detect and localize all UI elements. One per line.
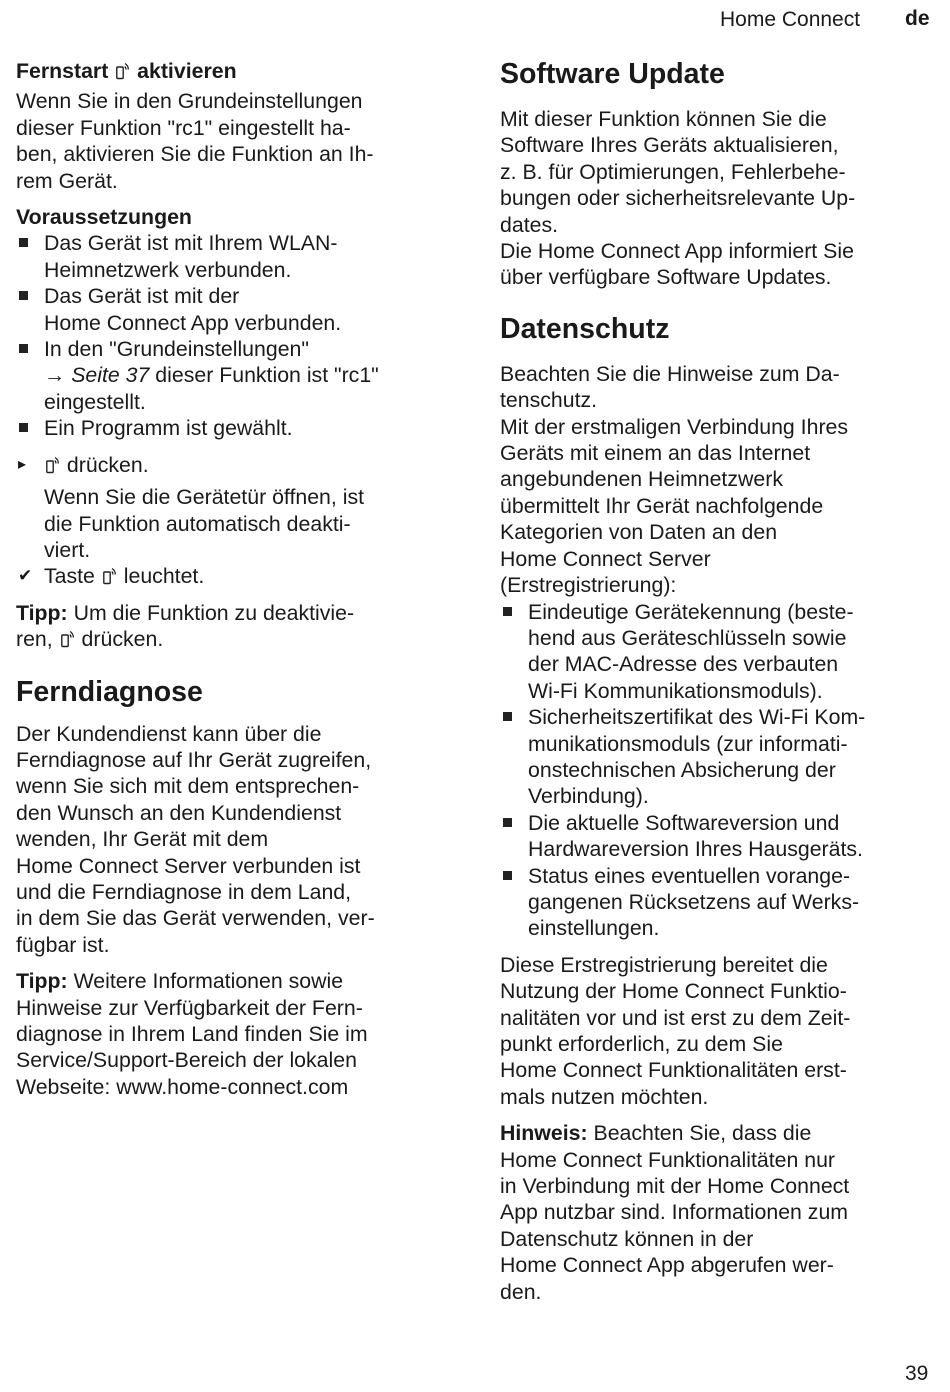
list-item: In den "Grundeinstellungen" → Seite 37 dieser Funktion ist "rc1" eingestellt. — [16, 336, 456, 415]
list-item: Die aktuelle Softwareversion und Hardwareversion Ihres Hausgeräts. — [500, 810, 940, 863]
prerequisites-list — [16, 230, 456, 441]
software-update-text: Mit dieser Funktion können Sie die Software Ihres Geräts aktualisieren, z. B. für Optimierungen, Fehlerbehe- bungen oder sicherheitsrelevante Up- dates. Die Home Connect App informiert Sie über verfügbare Software Updates. — [500, 107, 856, 290]
datenschutz-heading: Datenschutz — [500, 312, 670, 345]
hinweis-text: Hinweis: Beachten Sie, dass die Home Connect Funktionalitäten nur in Verbindung mit der Home Connect App nutzbar sind. Informationen zum Datenschutz können in der Home Connect App abgerufen wer- den. — [500, 1121, 850, 1304]
ferndiagnose-heading: Ferndiagnose — [16, 675, 203, 708]
left-column — [16, 54, 456, 1100]
page-reference-link[interactable]: Seite 37 — [71, 363, 150, 388]
remote-start-icon — [61, 630, 74, 648]
right-column — [500, 54, 940, 1305]
bullet-square-icon — [503, 871, 512, 880]
bullet-square-icon — [503, 712, 512, 721]
header-title: Home Connect — [720, 8, 861, 31]
erstregistrierung-text: Diese Erstregistrierung bereitet die Nutzung der Home Connect Funktio- nalitäten vor und ist erst zu dem Zeit- punkt erforderlich, zu dem Sie Home Connect Funktionalitäten erst- mals nutzen möchten. — [500, 952, 851, 1109]
list-item: Das Gerät ist mit der Home Connect App verbunden. — [16, 283, 456, 336]
list-item: Eindeutige Gerätekennung (beste- hend aus Geräteschlüsseln sowie der MAC-Adresse des verbauten Wi-Fi Kommunikationsmoduls). — [500, 599, 940, 705]
action-step: ▸ drücken. — [18, 452, 149, 477]
fernstart-heading: Fernstart aktivieren — [16, 59, 237, 83]
fernstart-intro: Wenn Sie in den Grundeinstellungen dieser Funktion "rc1" eingestellt ha- ben, aktivieren Sie die Funktion an Ih- rem Gerät. — [16, 89, 374, 193]
bullet-square-icon — [19, 423, 28, 432]
checkmark-icon: ✔ — [18, 566, 33, 586]
remote-start-icon — [46, 456, 59, 474]
result-line: ✔ Taste leuchtet. — [18, 564, 205, 589]
header-language: de — [905, 7, 930, 30]
list-item: Das Gerät ist mit Ihrem WLAN- Heimnetzwerk verbunden. — [16, 230, 456, 283]
bullet-square-icon — [19, 238, 28, 247]
step-note: Wenn Sie die Gerätetür öffnen, ist die Funktion automatisch deakti- viert. — [44, 485, 365, 562]
datenschutz-intro: Beachten Sie die Hinweise zum Da- tenschutz. Mit der erstmaligen Verbindung Ihres Geräts mit einem an das Internet angebundenen Heimnetzwerk übermittelt Ihr Gerät nachfolgende Kategorien von Daten an den Home Connect Server (Erstregistrierung): — [500, 361, 849, 598]
bullet-square-icon — [19, 291, 28, 300]
triangle-right-icon: ▸ — [18, 455, 27, 473]
tipp-ferndiagnose: Tipp: Weitere Informationen sowie Hinweise zur Verfügbarkeit der Fern- diagnose in Ihrem Land finden Sie im Service/Support-Bereich der lokalen Webseite: www.home-connect.com — [16, 969, 368, 1099]
bullet-square-icon — [503, 818, 512, 827]
bullet-square-icon — [503, 607, 512, 616]
list-item: Ein Programm ist gewählt. — [16, 415, 456, 441]
data-categories-list — [500, 599, 940, 942]
arrow-right-icon: → — [44, 363, 66, 388]
tipp-deaktivieren: Tipp: Um die Funktion zu deaktivie- ren, drücken. — [16, 600, 355, 652]
remote-start-icon — [116, 62, 129, 80]
list-item: Status eines eventuellen vorange- gangenen Rücksetzens auf Werks- einstellungen. — [500, 863, 940, 942]
page-number: 39 — [905, 1362, 929, 1385]
ferndiagnose-text: Der Kundendienst kann über die Ferndiagnose auf Ihr Gerät zugreifen, wenn Sie sich mit dem entsprechen- den Wunsch an den Kundendienst wenden, Ihr Gerät mit dem Home Connect Server verbunden ist und die Ferndiagnose in dem Land, in dem Sie das Gerät verwenden, ver- fügbar ist. — [16, 721, 375, 957]
list-item: Sicherheitszertifikat des Wi-Fi Kom- munikationsmoduls (zur informati- onstechnischen Absicherung der Verbindung). — [500, 704, 940, 810]
remote-start-icon — [103, 567, 116, 585]
bullet-square-icon — [19, 344, 28, 353]
software-update-heading: Software Update — [500, 58, 725, 90]
voraussetzungen-heading: Voraussetzungen — [16, 205, 192, 230]
